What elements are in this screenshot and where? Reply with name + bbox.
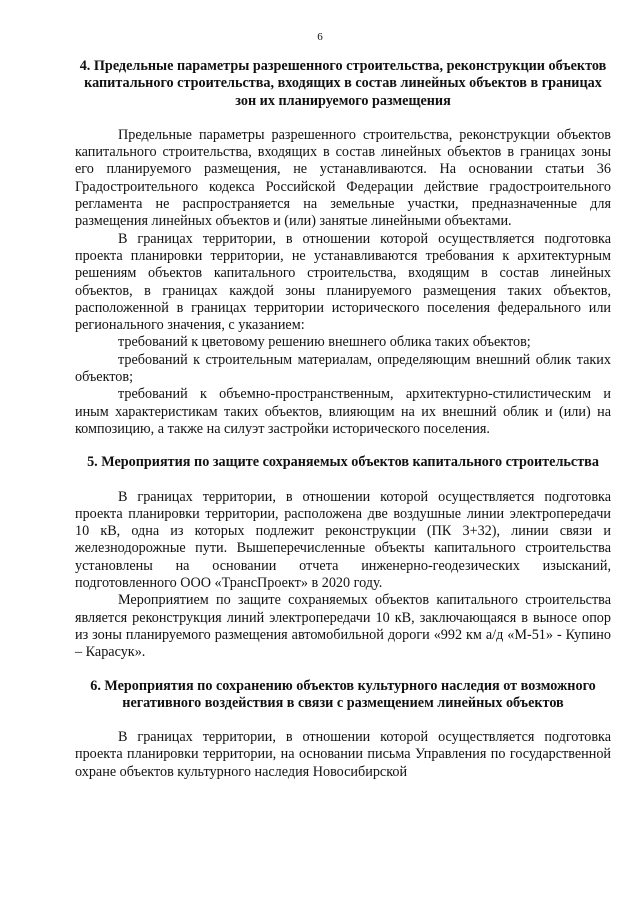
section-heading: 4. Предельные параметры разрешенного строительства, реконструкции объектов капитального строительства, входящих в состав линейных объектов в границах зон их планируемого размещения [79,58,607,109]
page-content [75,58,611,781]
list-item: требований к строительным материалам, определяющим внешний облик таких объектов; [75,351,611,386]
section-6 [75,678,611,781]
paragraph: Мероприятием по защите сохраняемых объектов капитального строительства является реконструкция линий электропередачи 10 кВ, заключающаяся в выносе опор из зоны планируемого размещения автомобильной дороги «992 км а/д «М-51» - Купино – Карасук». [75,592,611,661]
list-item: требований к цветовому решению внешнего облика таких объектов; [118,334,531,351]
paragraph: В границах территории, в отношении которой осуществляется подготовка проекта планировки территории, не устанавливаются требования к архитектурным решениям объектов капитального строительства, входящим в состав линейных объектов, в границах каждой зоны планируемого размещения таких объектов, расположенной в границах территории исторического поселения федерального или регионального значения, с указанием: [75,230,611,334]
paragraph: Предельные параметры разрешенного строительства, реконструкции объектов капитального строительства, входящих в состав линейных объектов в границах зоны его планируемого размещения, не устанавливаются. На основании статьи 36 Градостроительного кодекса Российской Федерации действие градостроительного регламента не распространяется на земельные участки, предназначенные для размещения линейных объектов и (или) занятые линейными объектами. [75,126,611,230]
section-4 [75,58,611,438]
paragraph: В границах территории, в отношении которой осуществляется подготовка проекта планировки территории, расположена две воздушные линии электропередачи 10 кВ, одна из которых подлежит реконструкции (ПК 3+32), линии связи и железнодорожные пути. Вышеперечисленные объекты капитального строительства установлены на основании отчета инженерно-геодезических изысканий, подготовленного ООО «ТрансПроект» в 2020 году. [75,488,611,592]
section-heading: 6. Мероприятия по сохранению объектов культурного наследия от возможного негативного воздействия в связи с размещением линейных объектов [90,677,596,711]
page-number: 6 [317,31,323,43]
list-item: требований к объемно-пространственным, архитектурно-стилистическим и иным характеристикам таких объектов, влияющим на их внешний облик и (или) на композицию, а также на силуэт застройки исторического поселения. [75,386,611,437]
section-heading: 5. Мероприятия по защите сохраняемых объектов капитального строительства [87,454,599,471]
paragraph: В границах территории, в отношении которой осуществляется подготовка проекта планировки территории, на основании письма Управления по государственной охране объектов культурного наследия Новосибирской [75,729,611,780]
section-5 [75,454,611,661]
